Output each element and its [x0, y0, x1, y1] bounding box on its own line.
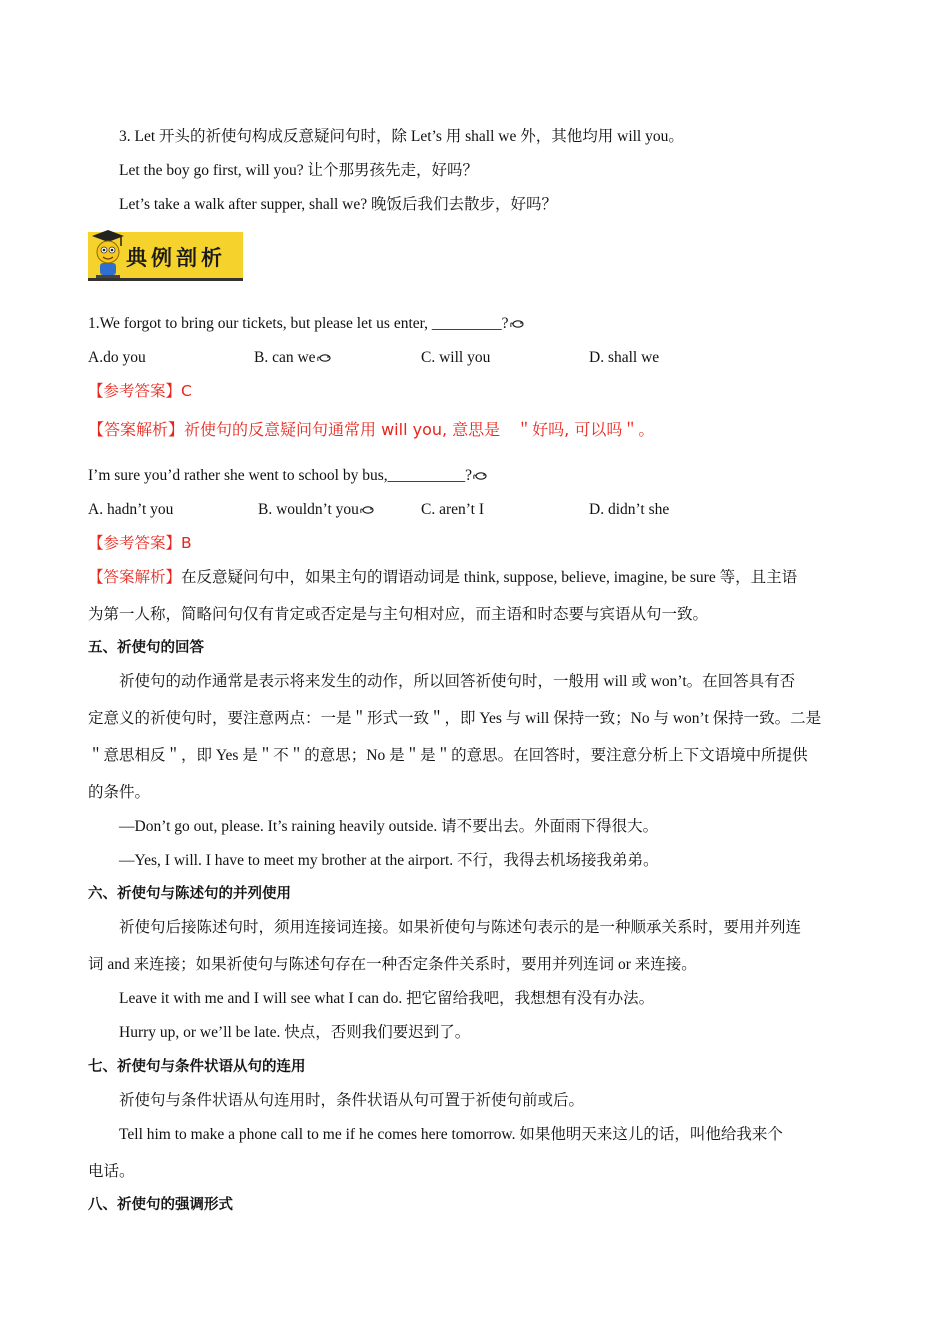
- mouse-icon: [472, 471, 488, 481]
- section-5-para-line-1: 祈使句的动作通常是表示将来发生的动作，所以回答祈使句时，一般用 will 或 won’t。在回答具有否: [119, 673, 796, 690]
- section-5-heading: 五、祈使句的回答: [88, 640, 204, 656]
- question-2-options: [88, 491, 864, 528]
- section-5-para-line-4: 的条件。: [88, 784, 151, 801]
- q2-analysis-line-2: 为第一人称，简略问句仅有肯定或否定是与主句相对应，而主语和时态要与宾语从句一致。: [88, 606, 709, 623]
- rule-3-text: 3. Let 开头的祈使句构成反意疑问句时，除 Let’s 用 shall we 外，其他均用 will you。: [119, 128, 684, 145]
- banner-title: 典例剖析: [126, 245, 226, 270]
- q2-analysis-label: 【答案解析】: [88, 568, 182, 586]
- q1-option-b: B. can we: [254, 349, 316, 366]
- section-6-example-1: Leave it with me and I will see what I can do. 把它留给我吧，我想想有没有办法。: [119, 990, 655, 1007]
- section-6-example-2: Hurry up, or we’ll be late. 快点，否则我们要迟到了。: [119, 1024, 471, 1041]
- q2-option-b-wrap: [258, 491, 375, 528]
- q1-option-c: C. will you: [421, 349, 491, 366]
- typical-example-banner: [88, 228, 243, 280]
- section-6-heading: 六、祈使句与陈述句的并列使用: [88, 886, 291, 902]
- q1-analysis: 【答案解析】祈使句的反意疑问句通常用 will you, 意思是 ＂好吗, 可以吗＂。: [88, 420, 655, 439]
- q2-option-d: D. didn’t she: [589, 501, 670, 518]
- section-8-heading: 八、祈使句的强调形式: [88, 1197, 233, 1213]
- mouse-icon: [509, 319, 525, 329]
- section-6-para-line-2: 词 and 来连接；如果祈使句与陈述句存在一种否定条件关系时，要用并列连词 or 来连接。: [88, 956, 697, 973]
- mouse-icon: [316, 353, 332, 363]
- q1-option-b-wrap: [254, 339, 332, 376]
- section-5-para-line-3: ＂意思相反＂，即 Yes 是＂不＂的意思；No 是＂是＂的意思。在回答时，要注意分析上下文语境中所提供: [88, 747, 808, 764]
- example-sentence-2: Let’s take a walk after supper, shall we? 晚饭后我们去散步，好吗？: [119, 196, 558, 213]
- section-7-para: 祈使句与条件状语从句连用时，条件状语从句可置于祈使句前或后。: [119, 1092, 585, 1109]
- section-7-example-line-1: Tell him to make a phone call to me if he comes here tomorrow. 如果他明天来这儿的话，叫他给我来个: [119, 1126, 783, 1143]
- q1-option-a: A.do you: [88, 349, 146, 366]
- section-6-para-line-1: 祈使句后接陈述句时，须用连接词连接。如果祈使句与陈述句表示的是一种顺承关系时，要用并列连: [119, 919, 802, 936]
- section-7-heading: 七、祈使句与条件状语从句的连用: [88, 1059, 306, 1075]
- section-7-example-line-2: 电话。: [88, 1163, 135, 1180]
- q2-analysis-text-1: 在反意疑问句中，如果主句的谓语动词是 think, suppose, believe, imagine, be sure 等，且主语: [181, 569, 798, 586]
- mouse-icon: [359, 505, 375, 515]
- question-1-options: [88, 339, 864, 376]
- q2-option-c: C. aren’t I: [421, 501, 484, 518]
- q2-analysis-line-1: [88, 559, 864, 596]
- q1-option-d: D. shall we: [589, 349, 660, 366]
- question-2-text: I’m sure you’d rather she went to school by bus,__________?: [88, 467, 472, 484]
- example-sentence-1: Let the boy go first, will you? 让个那男孩先走，好吗？: [119, 162, 479, 179]
- q2-option-a: A. hadn’t you: [88, 501, 174, 518]
- section-5-para-line-2: 定意义的祈使句时，要注意两点：一是＂形式一致＂，即 Yes 与 will 保持一致；No 与 won’t 保持一致。二是: [88, 710, 822, 727]
- question-1-stem: [88, 305, 864, 342]
- graduate-mascot-icon: [88, 228, 128, 280]
- q1-answer: 【参考答案】C: [88, 382, 192, 400]
- section-5-example-2: —Yes, I will. I have to meet my brother at the airport. 不行，我得去机场接我弟弟。: [119, 852, 659, 869]
- section-5-example-1: —Don’t go out, please. It’s raining heavily outside. 请不要出去。外面雨下得很大。: [119, 818, 659, 835]
- q2-answer: 【参考答案】B: [88, 534, 192, 552]
- q2-option-b: B. wouldn’t you: [258, 501, 359, 518]
- question-2-stem: [88, 457, 864, 494]
- question-1-text: 1.We forgot to bring our tickets, but please let us enter, _________?: [88, 315, 509, 332]
